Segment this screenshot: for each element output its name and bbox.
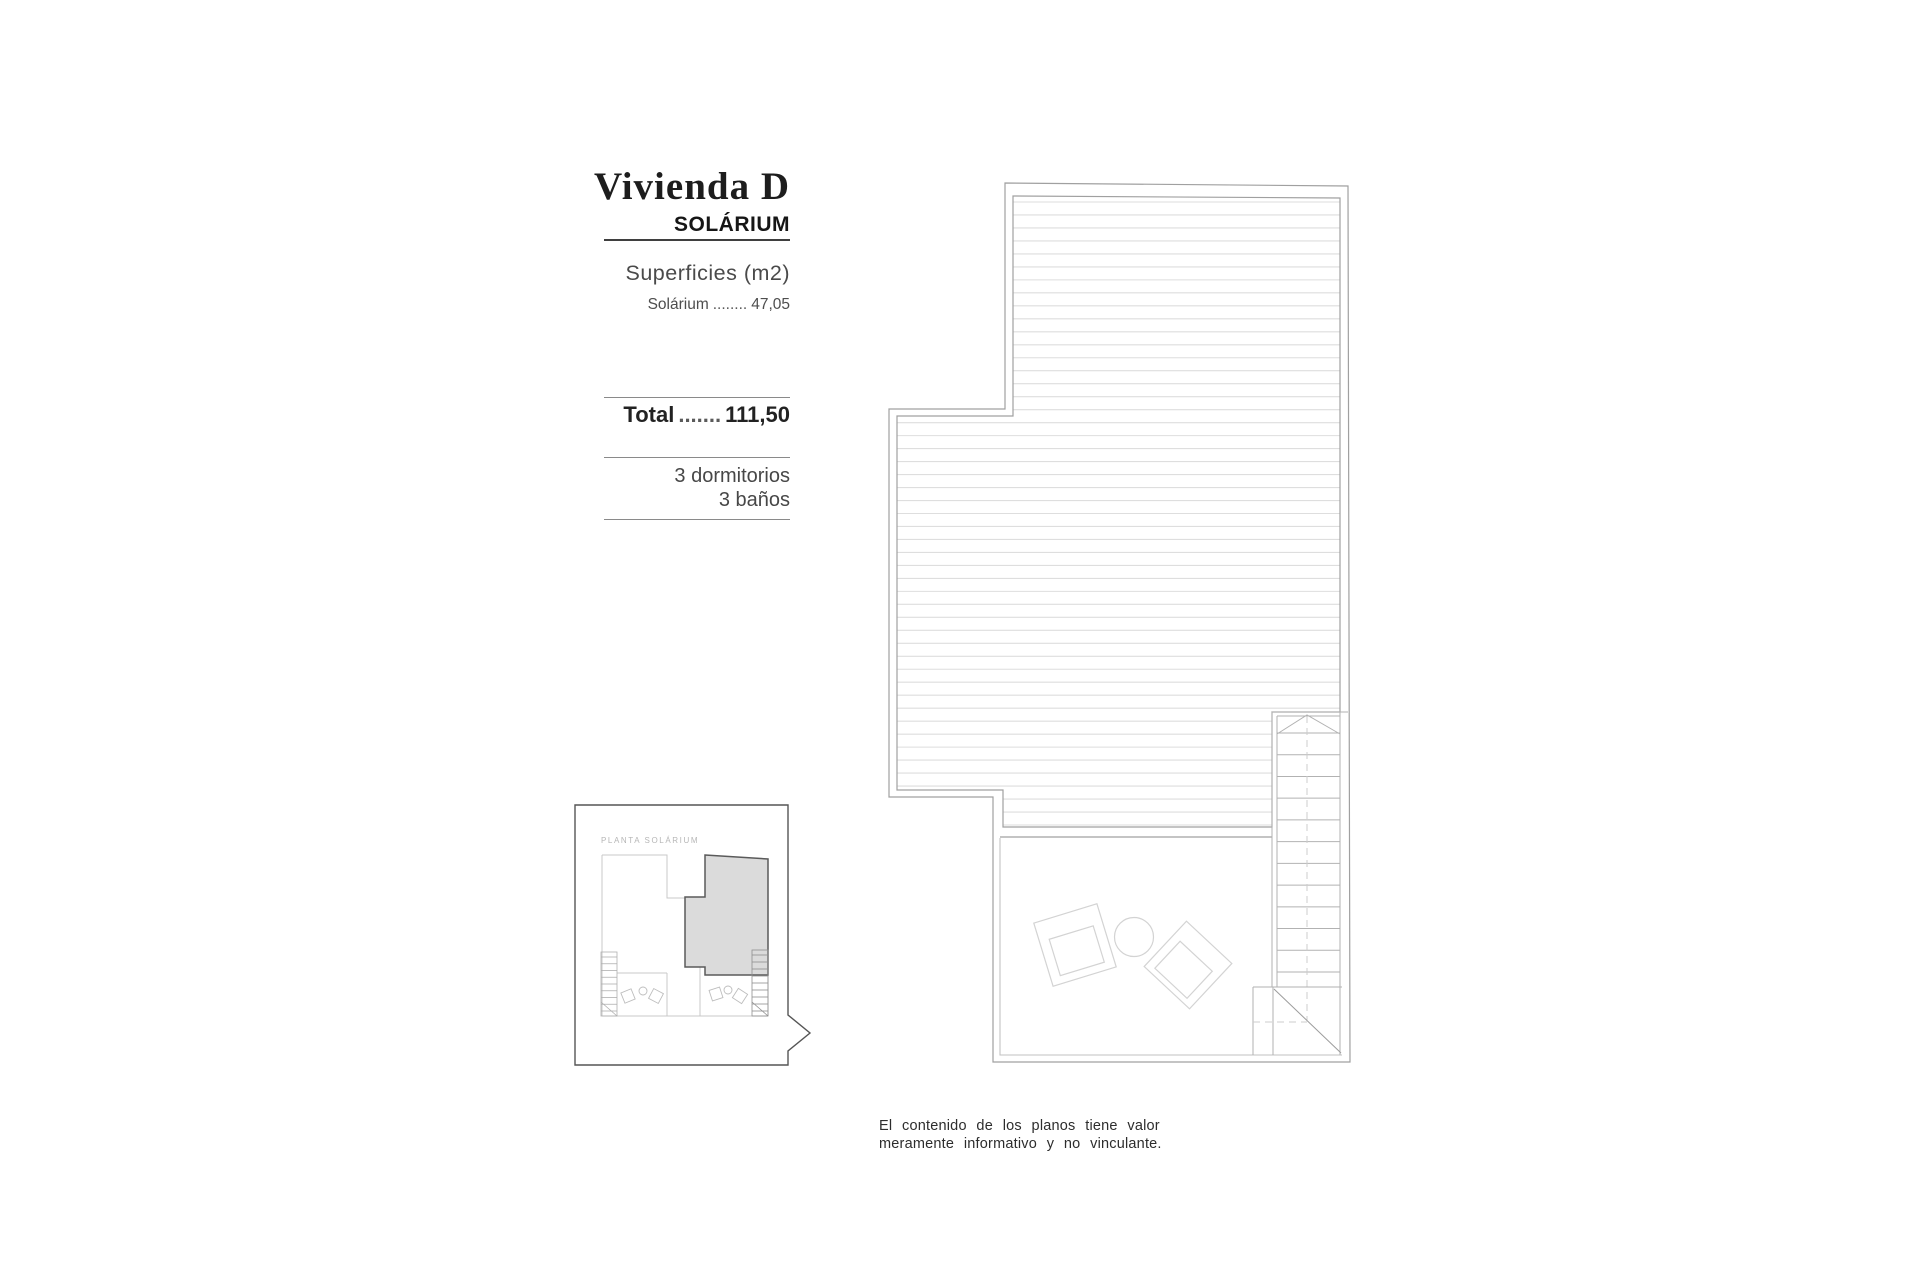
total-value: 111,50 (725, 402, 790, 427)
round-table (1115, 918, 1154, 957)
total-dots: ....... (678, 402, 722, 427)
feature-bedrooms: 3 dormitorios (674, 465, 790, 487)
disclaimer-line-2: meramente informativo y no vinculante. (879, 1135, 1162, 1152)
armchair-left (1034, 904, 1116, 986)
disclaimer-line-1: El contenido de los planos tiene valor (879, 1118, 1160, 1134)
solarium-deck-hatch (889, 202, 1348, 825)
stair-direction-mark (1277, 715, 1340, 734)
unit-title: Vivienda D (594, 165, 790, 208)
stair-shaft-box (1253, 987, 1342, 1055)
armchair-right (1144, 921, 1232, 1009)
key-plan-caption: PLANTA SOLÁRIUM (601, 836, 700, 845)
disclaimer-note (879, 1118, 1162, 1153)
solarium-deck-outline (889, 183, 1350, 1062)
floor-subtitle: SOLÁRIUM (674, 213, 790, 236)
total-label: Total (623, 402, 675, 427)
surface-row-value: 47,05 (751, 296, 790, 313)
staircase (1272, 712, 1348, 1055)
surface-row-dots: ........ (712, 296, 748, 313)
feature-bathrooms: 3 baños (718, 489, 790, 511)
stair-treads (1277, 733, 1340, 972)
surfaces-heading: Superficies (m2) (625, 261, 790, 285)
patio-furniture (1034, 904, 1232, 1009)
surface-row-label: Solárium (647, 296, 709, 313)
